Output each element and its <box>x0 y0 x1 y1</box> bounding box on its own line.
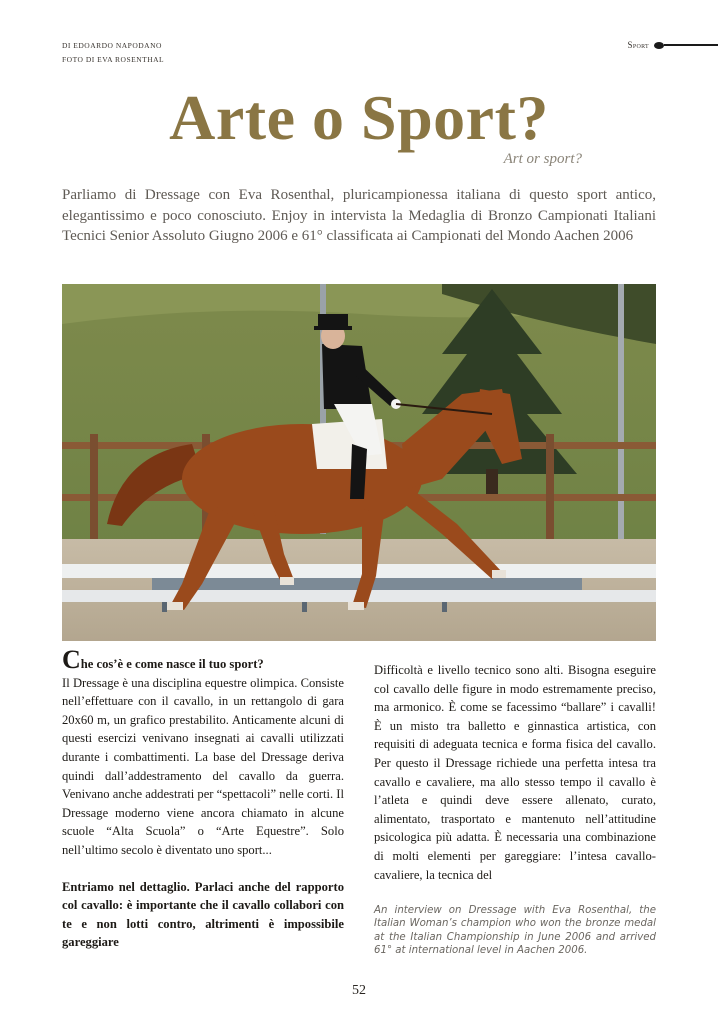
byline <box>62 39 164 67</box>
english-caption: An interview on Dressage with Eva Rosenthal, the Italian Woman’s champion who won the bronze medal at the Italian Championship in June 2006 and arrived 61° at international level in Aachen 2006. <box>374 905 656 957</box>
article-intro: Parliamo di Dressage con Eva Rosenthal, pluricampionessa italiana di questo sport antico, elegantissimo e poco conosciuto. Enjoy in intervista la Medaglia di Bronzo Campionati Italiani Tecnici Senior Assoluto Giugno 2006 e 61° classificata ai Campionati del Mondo Aachen 2006 <box>62 187 656 244</box>
answer-2: Difficoltà e livello tecnico sono alti. Bisogna eseguire col cavallo delle figure in modo estremamente preciso, ma armonico. È come se facessimo “ballare” i cavalli! È un misto tra balletto e ginnastica artistica, con requisiti di adeguata tecnica e forma fisica del cavallo. Per questo il Dressage richiede una perfetta intesa tra cavallo e cavaliere, ma allo stesso tempo il cavallo è l’atleta e quindi deve essere allenato, curato, alimentato, trasportato e mantenuto nell’attitudine psicologica più adatta. È necessaria una combinazione di molti elementi per gareggiare: l’intesa cavallo-cavaliere, la tecnica del <box>374 663 656 882</box>
section-marker <box>628 38 718 52</box>
article-title: Arte o Sport? <box>169 82 549 153</box>
answer-1: Il Dressage è una disciplina equestre olimpica. Consiste nell’effettuare con il cavallo, in un rettangolo di gara 20x60 m, un grafico prestabilito. Anticamente alcuni di questi esercizi venivano insegnati ai cavalli utilizzati durante i combattimenti. La base del Dressage deriva quindi dall’addestramento del cavallo da guerra. Venivano anche addestrati per “spettacoli” nelle corti. Il Dressage moderno viene ancora chiamato in alcune scuole “Alta Scuola” o “Arte Equestre”. Solo nell’ultimo secolo è diventato uno sport... <box>62 675 344 857</box>
question-1 <box>62 645 344 674</box>
byline-photo-credit: FOTO DI EVA ROSENTHAL <box>62 55 165 64</box>
question-1-text: he cos’è e come nasce il tuo sport? <box>80 657 264 671</box>
section-bullet-icon <box>654 42 664 49</box>
article-subtitle: Art or sport? <box>503 151 582 167</box>
drop-cap: C <box>62 645 81 674</box>
dressage-photo-illustration <box>62 284 656 641</box>
article-column-left <box>62 645 344 952</box>
page-number: 52 <box>352 983 366 998</box>
section-rule <box>664 44 718 46</box>
question-2: Entriamo nel dettaglio. Parlaci anche del rapporto col cavallo: è importante che il cavallo collabori con te e non lotti contro, altrimenti è impossibile gareggiare <box>62 879 344 950</box>
article-column-right <box>374 661 656 884</box>
dressage-horse-photo <box>62 284 656 641</box>
section-label: Sport <box>627 40 649 50</box>
byline-author: DI EDOARDO NAPODANO <box>62 41 162 50</box>
